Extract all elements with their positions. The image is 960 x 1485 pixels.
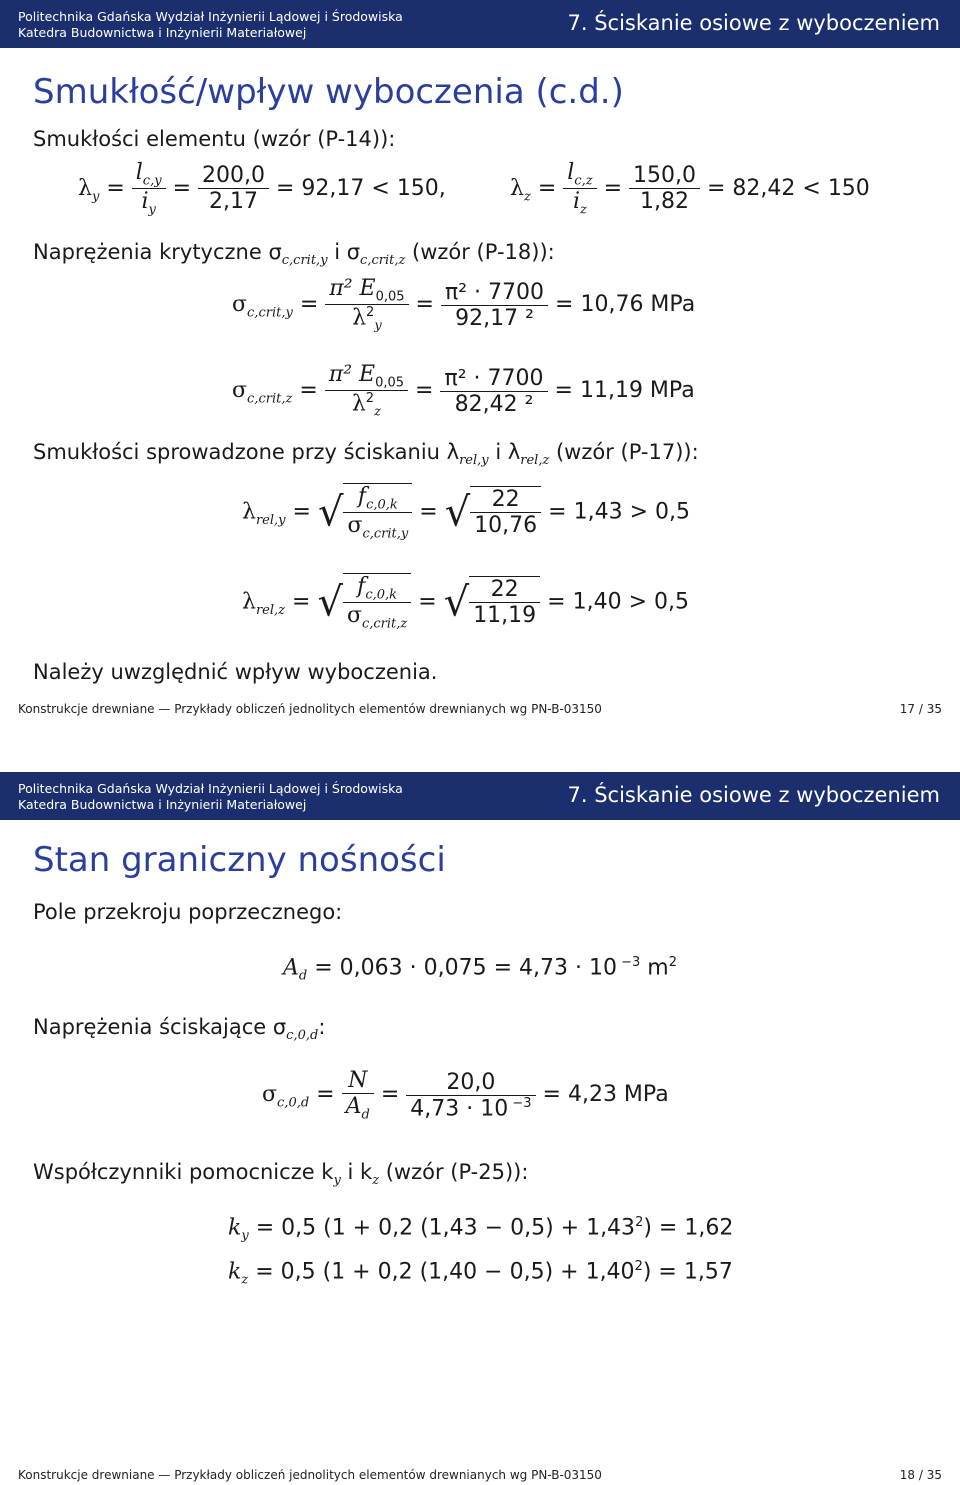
- equation-ky: $k_y = 0,5$ (1 + 0,2 $(1,43 - 0,5) + 1,43^2) = 1,62$: [228, 1215, 734, 1244]
- fraction: $\frac{l_{c,z}}{i_z}$: [563, 160, 596, 218]
- fraction: $\frac{l_{c,y}}{i_y}$: [132, 160, 166, 218]
- page-number: 17 / 35: [899, 702, 942, 716]
- fraction: $\frac{20,0}{4,73 \cdot 10 ^{-3}}$: [406, 1070, 535, 1121]
- header-institution: [18, 9, 403, 41]
- institution-line2: Katedra Budownictwa i Inżynierii Materiałowej: [18, 797, 307, 812]
- slide-17: [0, 0, 960, 740]
- equation-lambda-y: $\lambda_y$ = $\frac{l_{c,y}}{i_y}$ = $\frac{200,0}{2,17}$ = 92,17 < 150,: [78, 160, 446, 218]
- slide-header: [0, 0, 960, 48]
- fraction: $\frac{f_{c,0,k}}{\sigma_{c,crit,y}}$: [343, 483, 412, 542]
- fraction: $\frac{22}{11,19}$: [469, 576, 540, 628]
- footer-title: Konstrukcje drewniane — Przykłady obliczeń jednolitych elementów drewnianych wg PN-B-03150: [18, 702, 602, 716]
- header-section-title: 7. Ściskanie osiowe z wyboczeniem: [567, 11, 940, 35]
- fraction: $\frac{\pi^2 E_{0,05}}{\lambda^2_y}$: [325, 276, 408, 334]
- header-institution: [18, 781, 403, 813]
- slide-header: [0, 772, 960, 820]
- fraction: $\frac{22}{10,76}$: [470, 486, 541, 538]
- equation-lambda-rel-y: $\lambda_{rel,y}$ = √ $\frac{f_{c,0,k}}{\sigma_{c,crit,y}}$ = √ $\frac{22}{10,76}$ = 1,43 > 0,5: [242, 484, 690, 542]
- equation-lambda-z: $\lambda_z$ = $\frac{l_{c,z}}{i_z}$ = $\frac{150,0}{1,82}$ = 82,42 < 150: [510, 160, 870, 218]
- text-compressive-stress: Naprężenia ściskające $\sigma_{c,0,d}$:: [33, 1015, 326, 1044]
- text-slenderness: Smukłości elementu (wzór (P-14)):: [33, 127, 396, 151]
- equation-sigma-crit-y: $\sigma_{c,crit,y}$ = $\frac{\pi^2 E_{0,05}}{\lambda^2_y}$ = $\frac{\text{π² · 7700}}{\text{92,17 ²}}$ = 10,76 MPa: [232, 276, 696, 335]
- slide-title: Stan graniczny nośności: [33, 840, 446, 880]
- fraction: $\frac{\text{π² · 7700}}{\text{92,17 ²}}$: [441, 280, 548, 331]
- equation-kz: $k_z = 0,5$ (1 + 0,2 $(1,40 - 0,5) + 1,40^2) = 1,57$: [228, 1259, 733, 1288]
- page-number: 18 / 35: [899, 1468, 942, 1482]
- fraction: $\frac{f_{c,0,k}}{\sigma_{c,crit,z}}$: [343, 573, 411, 632]
- equation-stress: $\sigma_{c,0,d}$ = $\frac{N}{A_d}$ = $\frac{20,0}{4,73 \cdot 10 ^{-3}}$ = 4,23 MPa: [262, 1068, 669, 1123]
- fraction: $\frac{200,0}{2,17}$: [198, 163, 269, 214]
- header-section-title: 7. Ściskanie osiowe z wyboczeniem: [567, 783, 940, 807]
- text-conclusion: Należy uwzględnić wpływ wyboczenia.: [33, 660, 438, 684]
- slide-18: [0, 772, 960, 1485]
- fraction: $\frac{N}{A_d}$: [342, 1068, 374, 1122]
- institution-line1: Politechnika Gdańska Wydział Inżynierii Lądowej i Środowiska: [18, 781, 403, 796]
- institution-line1: Politechnika Gdańska Wydział Inżynierii Lądowej i Środowiska: [18, 9, 403, 24]
- footer-title: Konstrukcje drewniane — Przykłady obliczeń jednolitych elementów drewnianych wg PN-B-03150: [18, 1468, 602, 1482]
- slide-title: Smukłość/wpływ wyboczenia (c.d.): [33, 72, 624, 112]
- text-relative-slenderness: Smukłości sprowadzone przy ściskaniu $\lambda_{rel,y}$ i $\lambda_{rel,z}$ (wzór (P-17)):: [33, 440, 699, 469]
- text-coefficients: Współczynniki pomocnicze $k_y$ i $k_z$ (wzór (P-25)):: [33, 1160, 529, 1189]
- equation-lambda-rel-z: $\lambda_{rel,z}$ = √ $\frac{f_{c,0,k}}{\sigma_{c,crit,z}}$ = √ $\frac{22}{11,19}$ = 1,40 > 0,5: [242, 574, 689, 632]
- fraction: $\frac{\pi^2 E_{0,05}}{\lambda^2_z}$: [325, 362, 408, 420]
- institution-line2: Katedra Budownictwa i Inżynierii Materiałowej: [18, 25, 307, 40]
- fraction: $\frac{150,0}{1,82}$: [629, 163, 700, 214]
- text-critical-stress: Naprężenia krytyczne $\sigma_{c,crit,y}$ i $\sigma_{c,crit,z}$ (wzór (P-18)):: [33, 240, 555, 269]
- text-area: Pole przekroju poprzecznego:: [33, 900, 343, 924]
- equation-sigma-crit-z: $\sigma_{c,crit,z}$ = $\frac{\pi^2 E_{0,05}}{\lambda^2_z}$ = $\frac{\text{π² · 7700}}{\text{82,42 ²}}$ = 11,19 MPa: [232, 362, 695, 421]
- equation-area: $A_d = 0,063 \cdot 0,075 = 4,73 \cdot 10$ $^{-3}$ $m^2$: [283, 955, 677, 984]
- fraction: $\frac{\text{π² · 7700}}{\text{82,42 ²}}$: [440, 366, 547, 417]
